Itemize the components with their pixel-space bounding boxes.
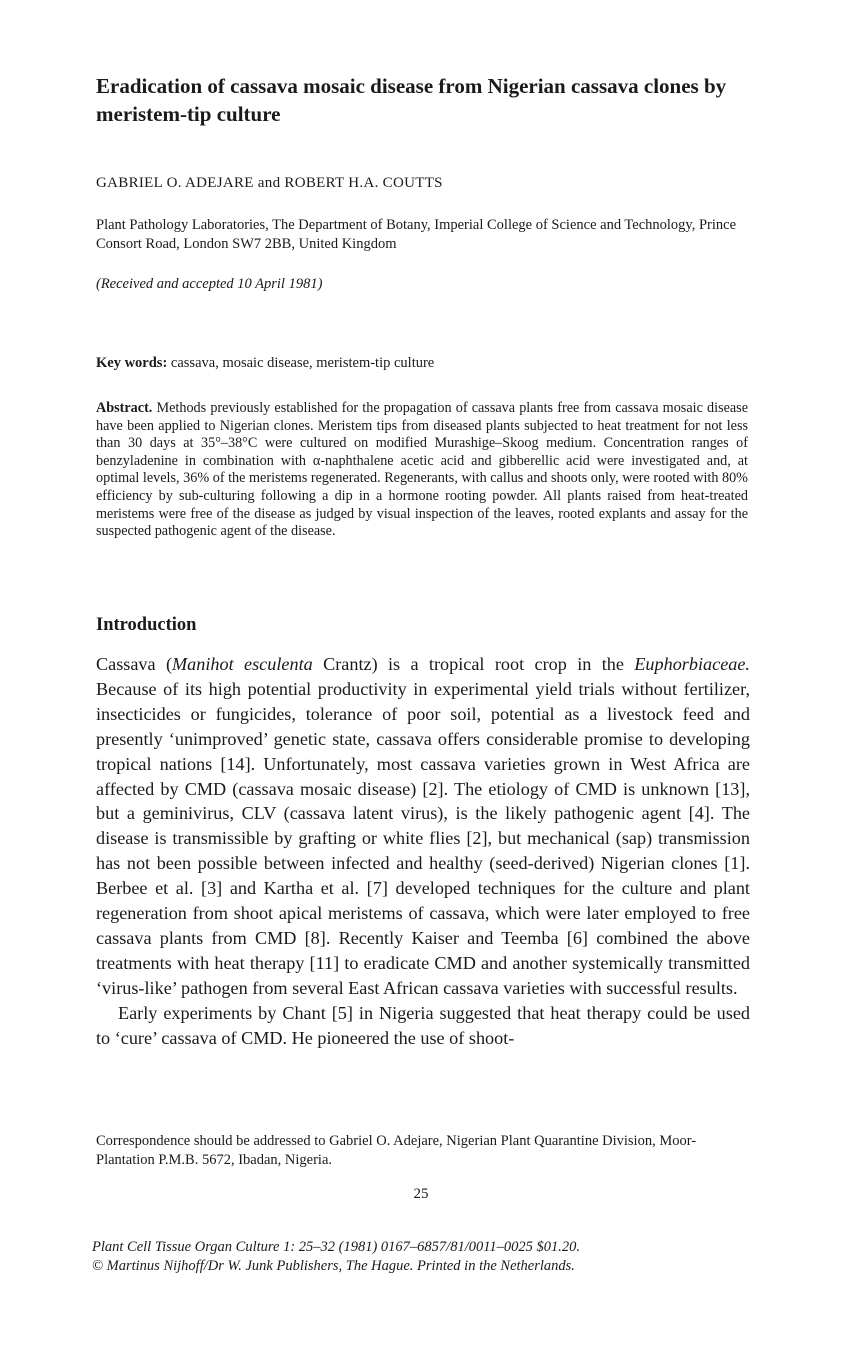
author-list: GABRIEL O. ADEJARE and ROBERT H.A. COUTTS (96, 175, 443, 191)
introduction-paragraph-1 (96, 652, 750, 1001)
intro-text-segment: Crantz) is a tropical root crop in the (312, 654, 635, 674)
page-number: 25 (413, 1186, 429, 1202)
species-name: Manihot esculenta (172, 654, 313, 674)
received-date: (Received and accepted 10 April 1981) (96, 276, 323, 292)
keywords (96, 355, 756, 372)
paper-title: Eradication of cassava mosaic disease from Nigerian cassava clones by meristem-tip culture (96, 74, 727, 126)
abstract-text: Methods previously established for the propagation of cassava plants free from cassava mosaic disease have been applied to Nigerian clones. Meristem tips from diseased plants subjected to heat treatment for not less than 30 days at 35°–38°C were cultured on modified Murashige–Skoog medium. Concentration ranges of benzyladenine in combination with α-naphthalene acetic acid and gibberellic acid were investigated and, at optimal levels, 36% of the meristems regenerated. Regenerants, with callus and shoots only, were rooted with 80% efficiency by sub-culturing following a dip in a hormone rooting powder. All plants raised from heat-treated meristems were free of the disease as judged by visual inspection of the leaves, rooted explants and assay for the suspected pathogenic agent of the disease. (96, 400, 748, 540)
author-affiliation: Plant Pathology Laboratories, The Department of Botany, Imperial College of Science and Technology, Prince Consort Road, London SW7 2BB, United Kingdom (96, 217, 737, 252)
journal-citation (92, 1238, 772, 1276)
introduction-body (96, 652, 750, 1051)
section-heading-introduction: Introduction (96, 615, 197, 635)
journal-citation-line: Plant Cell Tissue Organ Culture 1: 25–32 (1981) 0167–6857/81/0011–0025 $01.20. (92, 1239, 581, 1255)
intro-text-segment: Because of its high potential productivity in experimental yield trials without fertilizer, insecticides or fungicides, tolerance of poor soil, potential as a livestock feed and presently ‘unimproved’ genetic state, cassava offers considerable promise to developing tropical nations [14]. Unfortunately, most cassava varieties grown in West Africa are affected by CMD (cassava mosaic disease) [2]. The etiology of CMD is unknown [13], but a geminivirus, CLV (cassava latent virus), is the likely pathogenic agent [4]. The disease is transmissible by grafting or white flies [2], but mechanical (sap) transmission has not been possible between infected and healthy (seed-derived) Nigerian clones [1]. Berbee et al. [3] and Kartha et al. [7] developed techniques for the culture and plant regeneration from shoot apical meristems of cassava, which were later employed to free cassava plants from CMD [8]. Recently Kaiser and Teemba [6] combined the above treatments with heat therapy [11] to eradicate CMD and another systemically transmitted ‘virus-like’ pathogen from several East African cassava varieties with successful results. (96, 678, 750, 998)
abstract (96, 400, 748, 541)
intro-text-segment: Cassava ( (96, 654, 173, 674)
family-name: Euphorbiaceae. (634, 654, 750, 674)
keywords-text: cassava, mosaic disease, meristem-tip culture (170, 355, 435, 371)
publisher-line: © Martinus Nijhoff/Dr W. Junk Publishers, The Hague. Printed in the Netherlands. (92, 1258, 575, 1274)
abstract-label: Abstract. (96, 400, 153, 416)
introduction-paragraph-2: Early experiments by Chant [5] in Nigeria suggested that heat therapy could be used to ‘cure’ cassava of CMD. He pioneered the use of shoot- (96, 1002, 750, 1048)
correspondence-footnote: Correspondence should be addressed to Gabriel O. Adejare, Nigerian Plant Quarantine Division, Moor-Plantation P.M.B. 5672, Ibadan, Nigeria. (96, 1133, 697, 1168)
keywords-label: Key words: (96, 355, 168, 371)
